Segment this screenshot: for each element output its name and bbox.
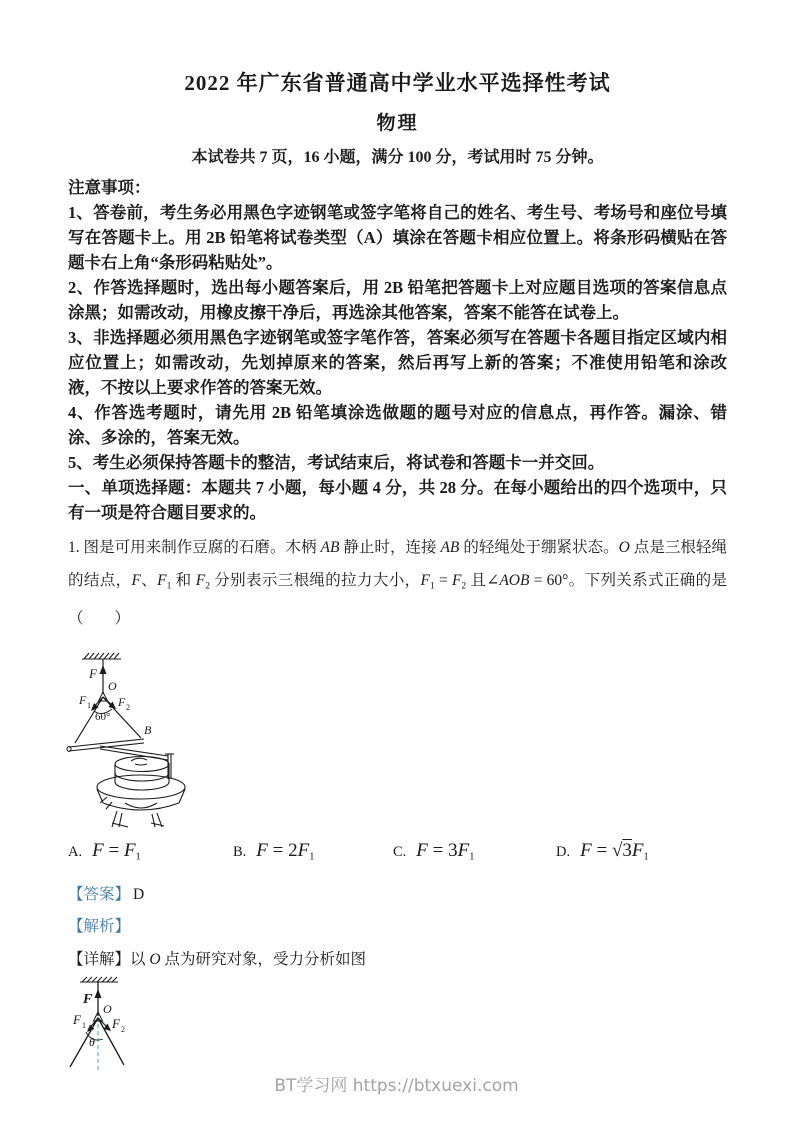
option-b bbox=[233, 839, 393, 870]
answer-label: 【答案】 bbox=[68, 885, 131, 903]
text-run: 点为研究对象，受力分析如图 bbox=[160, 950, 366, 968]
text-run: F bbox=[195, 572, 206, 589]
text-run: F bbox=[457, 839, 470, 861]
notice-item-2: 2、作答选择题时，选出每小题答案后，用 2B 铅笔把答题卡上对应题目选项的答案信息点涂黑；如需改动，用橡皮擦干净后，再选涂其他答案，答案不能答在试卷上。 bbox=[68, 278, 727, 322]
ceiling-hatch-icon bbox=[80, 977, 118, 982]
stone-mill-figure bbox=[55, 651, 255, 831]
svg-text:θ: θ bbox=[89, 1034, 95, 1049]
option-c-formula bbox=[416, 839, 474, 870]
text-run: AB bbox=[320, 539, 340, 556]
text-run: 点是三根轻绳的结点， bbox=[68, 539, 727, 589]
text-run: 1 bbox=[643, 851, 649, 863]
text-run: F bbox=[420, 572, 430, 589]
text-run: F bbox=[580, 839, 592, 861]
notice-item-5: 5、考生必须保持答题卡的整洁，考试结束后，将试卷和答题卡一并交回。 bbox=[68, 453, 605, 472]
svg-text:1: 1 bbox=[87, 700, 91, 710]
svg-text:F: F bbox=[89, 665, 97, 681]
text-run: √ bbox=[611, 839, 623, 861]
text-run: 1 bbox=[309, 851, 315, 863]
svg-text:60°: 60° bbox=[95, 710, 111, 723]
text-run: F bbox=[297, 839, 310, 861]
option-c bbox=[393, 839, 556, 870]
text-run: = 60°。下列关系式正确的是（ ） bbox=[68, 572, 727, 628]
option-d-formula bbox=[580, 839, 649, 870]
page-content bbox=[0, 70, 793, 1091]
text-run: F bbox=[416, 839, 428, 861]
text-run: F bbox=[631, 839, 644, 861]
svg-text:2: 2 bbox=[121, 1024, 125, 1034]
analysis-line bbox=[68, 915, 727, 939]
svg-text:2: 2 bbox=[126, 702, 130, 712]
svg-text:1: 1 bbox=[82, 1020, 86, 1030]
question-1-text bbox=[68, 531, 727, 635]
text-run: = bbox=[103, 839, 124, 861]
text-run: = 3 bbox=[427, 839, 458, 861]
text-run: O bbox=[149, 950, 161, 968]
text-run: 3 bbox=[622, 839, 632, 861]
ceiling-hatch-icon bbox=[82, 653, 121, 659]
svg-text:O: O bbox=[103, 1001, 112, 1016]
text-run: 且∠ bbox=[466, 572, 500, 589]
text-run: = 2 bbox=[267, 839, 298, 861]
option-a-formula bbox=[92, 839, 141, 870]
text-run: F bbox=[92, 839, 104, 861]
text-run: 【详解】以 bbox=[68, 950, 150, 968]
notice-heading: 注意事项： bbox=[68, 178, 151, 197]
option-a bbox=[68, 839, 233, 870]
text-run: F bbox=[256, 839, 268, 861]
text-run: 1 bbox=[135, 851, 141, 863]
text-run: F bbox=[131, 572, 141, 589]
text-run: 和 bbox=[171, 572, 196, 589]
notice-item-4: 4、作答选考题时，请先用 2B 铅笔填涂选做题的题号对应的信息点，再作答。漏涂、错涂、多涂的，答案无效。 bbox=[68, 403, 727, 447]
option-a-label: A. bbox=[68, 843, 83, 860]
options-row bbox=[68, 839, 727, 870]
text-run: 的轻绳处于绷紧状态。 bbox=[459, 539, 619, 556]
svg-text:B: B bbox=[144, 722, 152, 737]
text-run: F bbox=[123, 839, 136, 861]
option-b-formula bbox=[256, 839, 314, 870]
page-title: 2022 年广东省普通高中学业水平选择性考试 bbox=[184, 71, 611, 95]
svg-text:O: O bbox=[108, 678, 117, 693]
option-d-label: D. bbox=[556, 843, 571, 860]
detail-line bbox=[68, 948, 727, 972]
answer-line bbox=[68, 883, 727, 907]
section-heading: 一、单项选择题：本题共 7 小题，每小题 4 分，共 28 分。在每小题给出的四个选项中，只有一项是符合题目要求的。 bbox=[68, 478, 727, 522]
analysis-label: 【解析】 bbox=[68, 917, 131, 935]
text-run: 、 bbox=[140, 572, 158, 589]
text-run: 2 bbox=[461, 580, 467, 592]
text-run: 2 bbox=[205, 580, 211, 592]
option-d bbox=[556, 839, 649, 870]
notice-item-1: 1、答卷前，考生务必用黑色字迹钢笔或签字笔将自己的姓名、考生号、考场号和座位号填写在答题卡上。用 2B 铅笔将试卷类型（A）填涂在答题卡相应位置上。将条形码横贴在答题卡右上角“条形码粘贴处”。 bbox=[68, 203, 727, 272]
mill-drawing bbox=[97, 754, 185, 827]
text-run: 1 bbox=[429, 580, 435, 592]
text-run: 静止时，连接 bbox=[339, 539, 441, 556]
svg-text:F: F bbox=[79, 692, 87, 707]
svg-text:F: F bbox=[83, 991, 93, 1007]
notice-item-3: 3、非选择题必须用黑色字迹钢笔或签字笔作答，答案必须写在答题卡各题目指定区域内相应位置上；如需改动，先划掉原来的答案，然后再写上新的答案；不准使用铅笔和涂改液，不按以上要求作答的答案无效。 bbox=[68, 328, 727, 397]
svg-text:F: F bbox=[118, 694, 126, 709]
option-b-label: B. bbox=[233, 843, 247, 860]
text-run: AOB bbox=[499, 572, 530, 589]
exam-info: 本试卷共 7 页，16 小题，满分 100 分，考试用时 75 分钟。 bbox=[191, 149, 604, 166]
text-run: AB bbox=[440, 539, 460, 556]
text-run: 1 bbox=[469, 851, 475, 863]
answer-value: D bbox=[133, 885, 145, 903]
text-run: O bbox=[618, 539, 630, 556]
watermark-footer: BT学习网 https://btxuexi.com bbox=[274, 1076, 519, 1096]
text-run: 1 bbox=[166, 580, 172, 592]
subject-title: 物理 bbox=[376, 113, 419, 134]
figure1-labels bbox=[78, 666, 152, 737]
text-run: 分别表示三根绳的拉力大小， bbox=[210, 572, 421, 589]
text-run: F bbox=[451, 572, 462, 589]
text-run: 1. 图是可用来制作豆腐的石磨。木柄 bbox=[68, 539, 321, 556]
text-run: = bbox=[434, 572, 452, 589]
svg-text:F: F bbox=[112, 1015, 120, 1031]
svg-text:F: F bbox=[73, 1011, 81, 1027]
option-c-label: C. bbox=[393, 843, 407, 860]
text-run: = bbox=[591, 839, 612, 861]
text-run: F bbox=[157, 572, 167, 589]
